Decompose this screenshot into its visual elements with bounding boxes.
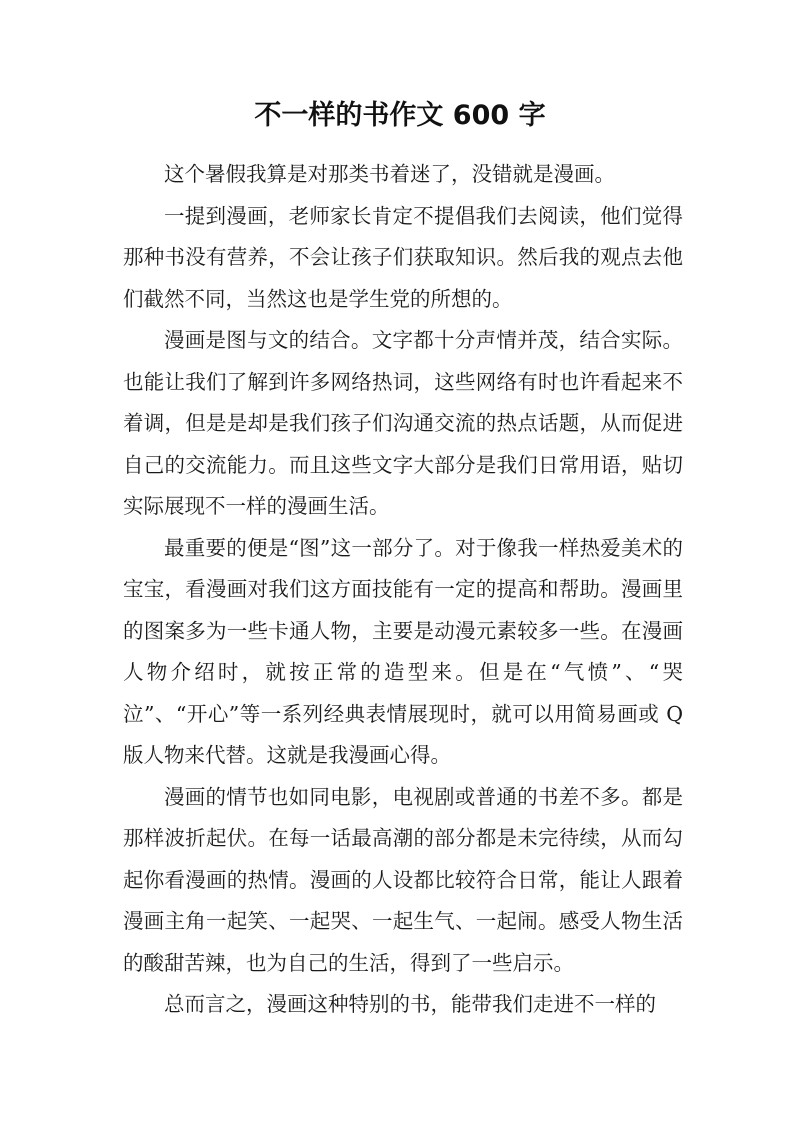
paragraph: 最重要的便是“图”这一部分了。对于像我一样热爱美术的宝宝，看漫画对我们这方面技能有一定的提高和帮助。漫画里的图案多为一些卡通人物，主要是动漫元素较多一些。在漫画人物介绍时，就按正常的造型来。但是在“气愤”、“哭泣”、“开心”等一系列经典表情展现时，就可以用简易画或 Q 版人物来代替。这就是我漫画心得。: [123, 535, 683, 767]
document-body: [123, 154, 683, 1026]
paragraph: 漫画是图与文的结合。文字都十分声情并茂，结合实际。也能让我们了解到许多网络热词，这些网络有时也许看起来不着调，但是是却是我们孩子们沟通交流的热点话题，从而促进自己的交流能力。而且这些文字大部分是我们日常用语，贴切实际展现不一样的漫画生活。: [123, 328, 683, 518]
paragraph: 一提到漫画，老师家长肯定不提倡我们去阅读，他们觉得那种书没有营养，不会让孩子们获取知识。然后我的观点去他们截然不同，当然这也是学生党的所想的。: [123, 203, 683, 311]
paragraph: 这个暑假我算是对那类书着迷了，没错就是漫画。: [164, 162, 615, 186]
paragraph: 漫画的情节也如同电影，电视剧或普通的书差不多。都是那样波折起伏。在每一话最高潮的部分都是未完待续，从而勾起你看漫画的热情。漫画的人设都比较符合日常，能让人跟着漫画主角一起笑、一起哭、一起生气、一起闹。感受人物生活的酸甜苦辣，也为自己的生活，得到了一些启示。: [123, 784, 683, 975]
paragraph: 总而言之，漫画这种特别的书，能带我们走进不一样的: [164, 992, 656, 1016]
document-title: 不一样的书作文 600 字: [254, 100, 546, 131]
